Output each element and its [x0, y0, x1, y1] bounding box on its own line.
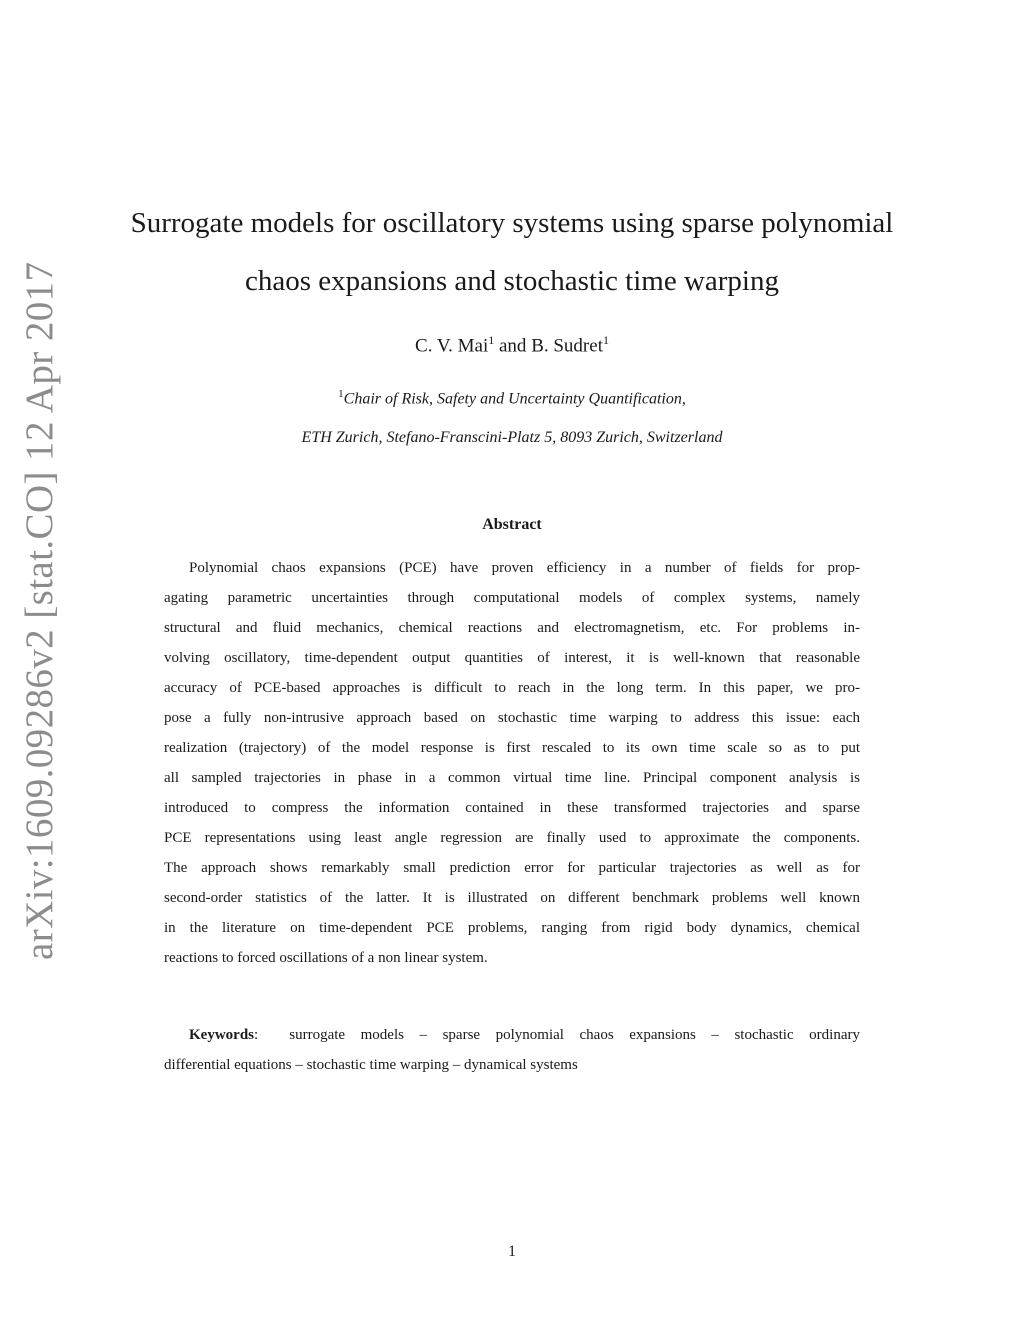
keywords-label: Keywords	[189, 1027, 254, 1043]
abstract-line: second-order statistics of the latter. It is illustrated on different benchmark problems well known	[164, 890, 860, 906]
abstract-line: accuracy of PCE-based approaches is difficult to reach in the long term. In this paper, we pro-	[164, 680, 860, 696]
affiliation-mark: 1	[338, 388, 344, 400]
keywords-line-2: differential equations – stochastic time warping – dynamical systems	[164, 1057, 578, 1073]
author-list	[0, 326, 1024, 360]
abstract-line: PCE representations using least angle regression are finally used to approximate the components.	[164, 830, 860, 846]
keywords-line-1	[164, 1020, 860, 1050]
affiliation	[0, 375, 1024, 457]
paper-title	[0, 194, 1024, 310]
abstract-body	[164, 553, 860, 973]
author-affiliation-mark: 1	[488, 333, 495, 347]
abstract-line: structural and fluid mechanics, chemical reactions and electromagnetism, etc. For problems in-	[164, 620, 860, 636]
arxiv-identifier-stamp: arXiv:1609.09286v2 [stat.CO] 12 Apr 2017	[18, 261, 61, 960]
abstract-line: agating parametric uncertainties through computational models of complex systems, namely	[164, 590, 860, 606]
page-number: 1	[508, 1243, 516, 1260]
abstract-line: introduced to compress the information contained in these transformed trajectories and sparse	[164, 800, 860, 816]
abstract-line: Polynomial chaos expansions (PCE) have proven efficiency in a number of fields for prop-	[189, 560, 860, 576]
abstract-line: pose a fully non-intrusive approach based on stochastic time warping to address this issue: each	[164, 710, 860, 726]
abstract-line: realization (trajectory) of the model response is first rescaled to its own time scale so as to put	[164, 740, 860, 756]
author-affiliation-mark: 1	[602, 333, 609, 347]
keywords-list: : surrogate models – sparse polynomial chaos expansions – stochastic ordinary	[254, 1027, 860, 1043]
affiliation-line-1	[0, 375, 1024, 418]
abstract-line: reactions to forced oscillations of a non linear system.	[164, 950, 488, 966]
abstract-line: in the literature on time-dependent PCE problems, ranging from rigid body dynamics, chemical	[164, 920, 860, 936]
author-name: B. Sudret	[531, 335, 603, 357]
author-name: C. V. Mai	[415, 335, 489, 357]
title-line-2: chaos expansions and stochastic time warping	[245, 265, 779, 297]
abstract-line: all sampled trajectories in phase in a common virtual time line. Principal component analysis is	[164, 770, 860, 786]
title-line-1: Surrogate models for oscillatory systems using sparse polynomial	[130, 207, 894, 239]
author-connector: and	[494, 335, 532, 357]
keywords-section	[164, 1020, 860, 1080]
abstract-line: volving oscillatory, time-dependent output quantities of interest, it is well-known that reasonable	[164, 650, 860, 666]
affiliation-chair: Chair of Risk, Safety and Uncertainty Quantification,	[343, 390, 686, 408]
affiliation-line-2: ETH Zurich, Stefano-Franscini-Platz 5, 8093 Zurich, Switzerland	[301, 429, 723, 447]
abstract-line: The approach shows remarkably small prediction error for particular trajectories as well as for	[164, 860, 860, 876]
abstract-heading: Abstract	[482, 516, 542, 533]
